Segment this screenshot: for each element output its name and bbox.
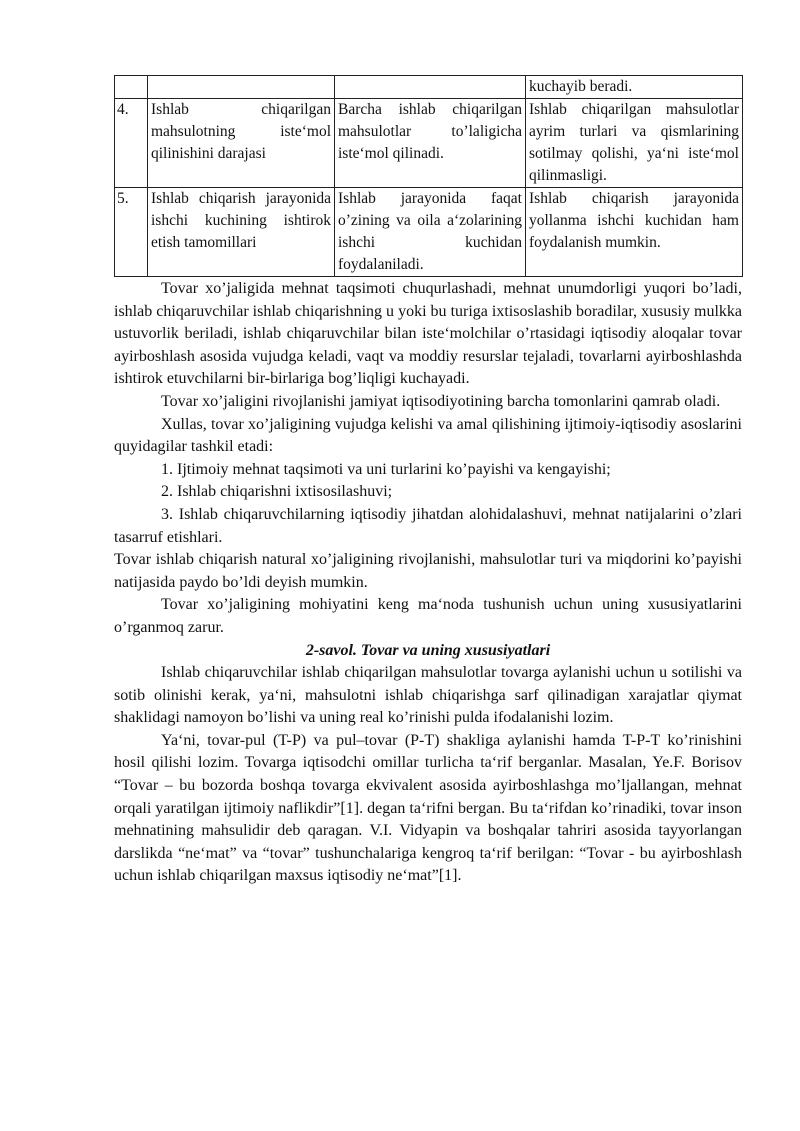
paragraph: Tovar xo’jaligini rivojlanishi jamiyat iqtisodiyotining barcha tomonlarini qamrab oladi. (161, 392, 721, 410)
table-row (115, 76, 743, 99)
list-item: 1. Ijtimoiy mehnat taqsimoti va uni turlarini ko’payishi va kengayishi; (161, 460, 611, 478)
table-cell (148, 76, 335, 99)
list-item: 2. Ishlab chiqarishni ixtisosilashuvi; (161, 483, 393, 501)
paragraph: Tovar xo’jaligida mehnat taqsimoti chuqurlashadi, mehnat unumdorligi yuqori bo’ladi, ishlab chiqaruvchilar ishlab chiqarishning u yoki bu turiga ixtisoslashib boradilar, xususiy mulkka ustuvorlik beriladi, ishlab chiqaruvchilar bilan iste‘molchilar o’rtasidagi iqtisodiy aloqalar tovar ayirboshlash asosida vujudga keladi, vaqt va moddiy resurslar tejaladi, tovarlarni ayirboshlashda ishtirok etuvchilarni bir-birlariga bog’liqligi kuchayadi. (114, 280, 742, 388)
table-cell-num (115, 76, 148, 99)
section-heading: 2-savol. Tovar va uning xususiyatlari (305, 641, 551, 659)
document-page (114, 75, 742, 888)
table-cell: kuchayib beradi. (526, 76, 743, 99)
table-cell: Ishlab chiqarilgan mahsulotlar ayrim turlari va qismlarining sotilmay qolishi, ya‘ni iste‘mol qilinmasligi. (526, 99, 743, 188)
table-cell: Ishlab chiqarish jarayonida ishchi kuchining ishtirok etish tamomillari (148, 188, 335, 277)
table-cell-num: 4. (115, 99, 148, 188)
table-cell: Barcha ishlab chiqarilgan mahsulotlar to’laligicha iste‘mol qilinadi. (335, 99, 526, 188)
paragraph: Tovar xo’jaligining mohiyatini keng ma‘noda tushunish uchun uning xususiyatlarini o’rganmoq zarur. (114, 596, 742, 636)
comparison-table (114, 75, 743, 277)
body-text (114, 278, 742, 888)
table-cell (335, 76, 526, 99)
table-row (115, 99, 743, 188)
table-cell-num: 5. (115, 188, 148, 277)
paragraph: Ishlab chiqaruvchilar ishlab chiqarilgan mahsulotlar tovarga aylanishi uchun u sotilishi va sotib olinishi kerak, ya‘ni, mahsulotni ishlab chiqarishga sarf qilinadigan xarajatlar qiymat shaklidagi namoyon bo’lishi va uning real ko’rinishi pulda ifodalanishi lozim. (114, 664, 742, 727)
table-cell: Ishlab jarayonida faqat o’zining va oila a‘zolarining ishchi kuchidan foydalaniladi. (335, 188, 526, 277)
table-cell: Ishlab chiqarilgan mahsulotning iste‘mol qilinishini darajasi (148, 99, 335, 188)
paragraph: Ya‘ni, tovar-pul (T-P) va pul–tovar (P-T) shakliga aylanishi hamda T-P-T ko’rinishini hosil qilishi lozim. Tovarga iqtisodchi omillar turlicha ta‘rif berganlar. Masalan, Ye.F. Borisov “Tovar – bu bozorda boshqa tovarga ekvivalent asosida ayirboshlashga mo’ljallangan, mehnat orqali yaratilgan ijtimoiy naflikdir”[1]. degan ta‘rifni bergan. Bu ta‘rifdan ko’rinadiki, tovar inson mehnatining mahsulidir deb qaragan. V.I. Vidyapin va boshqalar tahriri asosida tayyorlangan darslikda “ne‘mat” va “tovar” tushunchalariga kengroq ta‘rif berilgan: “Tovar - bu ayirboshlash uchun ishlab chiqarilgan maxsus iqtisodiy ne‘mat”[1]. (114, 731, 742, 885)
paragraph: Tovar ishlab chiqarish natural xo’jaligining rivojlanishi, mahsulotlar turi va miqdorini ko’payishi natijasida paydo bo’ldi deyish mumkin. (114, 551, 742, 591)
list-item: 3. Ishlab chiqaruvchilarning iqtisodiy jihatdan alohidalashuvi, mehnat natijalarini o’zlari tasarruf etishlari. (114, 505, 742, 546)
paragraph: Xullas, tovar xo’jaligining vujudga kelishi va amal qilishining ijtimoiy-iqtisodiy asoslarini quyidagilar tashkil etadi: (114, 415, 742, 456)
table-cell: Ishlab chiqarish jarayonida yollanma ishchi kuchidan ham foydalanish mumkin. (526, 188, 743, 277)
table-row (115, 188, 743, 277)
